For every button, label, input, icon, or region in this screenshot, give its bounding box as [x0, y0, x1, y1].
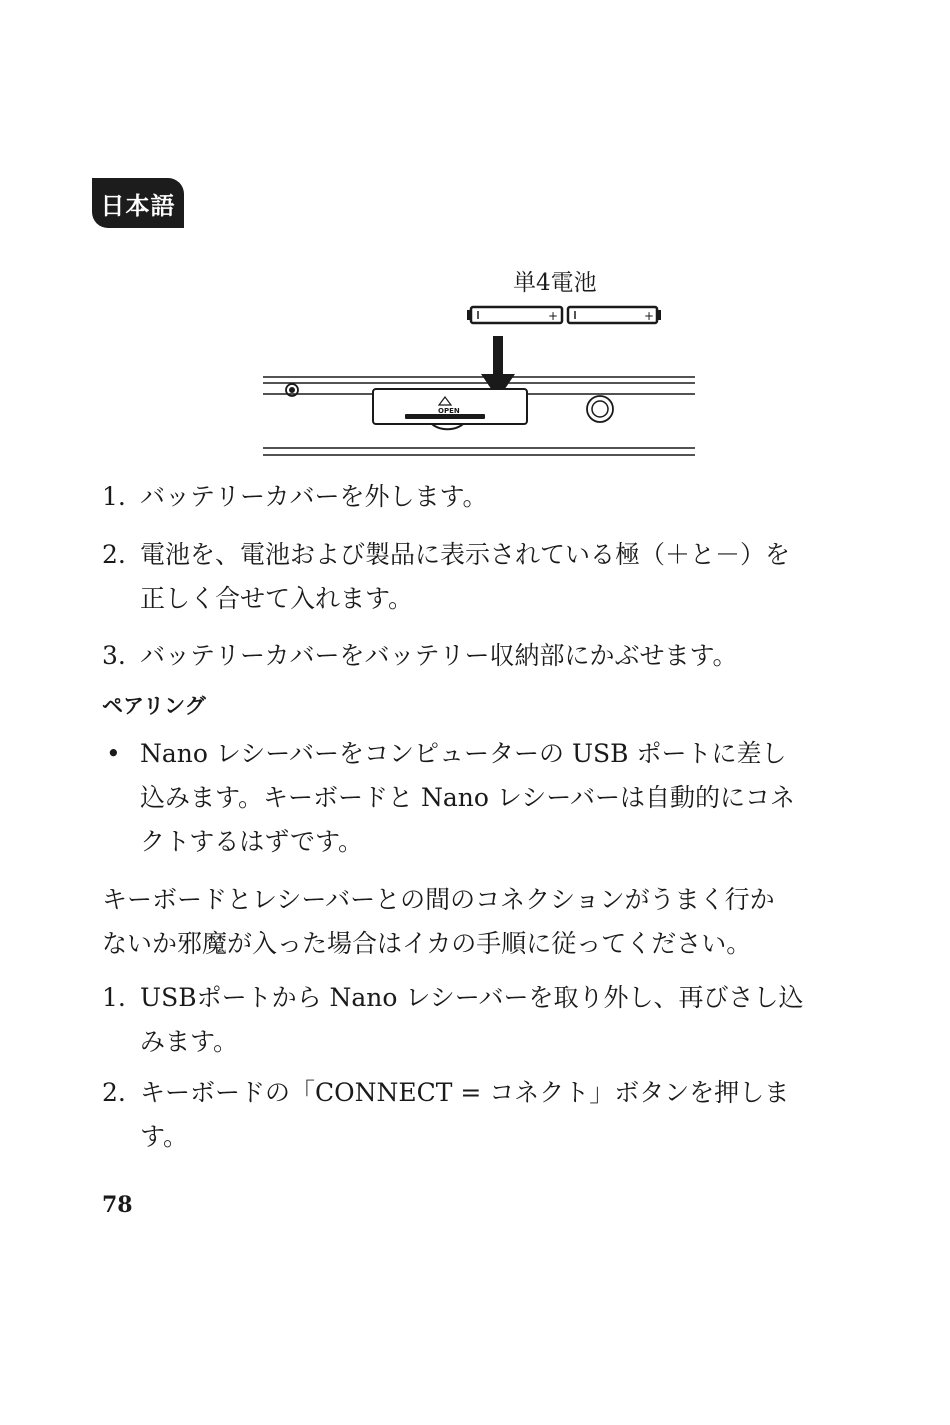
svg-text:+: + — [548, 309, 559, 323]
battery-icon — [467, 307, 562, 323]
svg-text:OPEN: OPEN — [438, 407, 460, 415]
step-text: バッテリーカバーを外します。 — [140, 482, 488, 511]
step-number: 2. — [102, 1078, 126, 1107]
bullet-text: クトするはずです。 — [140, 827, 364, 856]
step-number: 3. — [102, 641, 126, 670]
battery-caption: 単4電池 — [513, 270, 597, 296]
svg-text:+: + — [644, 309, 655, 323]
connect-button-icon — [587, 396, 613, 422]
step-text: す。 — [140, 1122, 189, 1151]
bullet-text: 込みます。キーボードと Nano レシーバーは自動的にコネ — [140, 783, 795, 812]
language-tab: 日本語 — [92, 178, 184, 228]
keyboard-battery-illustration — [255, 262, 700, 467]
battery-diagram — [255, 262, 700, 467]
step-text: USBポートから Nano レシーバーを取り外し、再びさし込 — [140, 983, 804, 1012]
step-number: 1. — [102, 983, 126, 1012]
paragraph: キーボードとレシーバーとの間のコネクションがうまく行か — [102, 885, 775, 914]
step-text: バッテリーカバーをバッテリー収納部にかぶせます。 — [140, 641, 738, 670]
battery-cover — [373, 389, 527, 429]
step-text: みます。 — [140, 1027, 239, 1056]
step-text: 正しく合せて入れます。 — [140, 584, 414, 613]
page-number: 78 — [102, 1192, 133, 1218]
paragraph: ないか邪魔が入った場合はイカの手順に従ってください。 — [102, 929, 752, 958]
step-text: キーボードの「CONNECT = コネクト」ボタンを押しま — [140, 1078, 790, 1107]
step-number: 1. — [102, 482, 126, 511]
step-text: 電池を、電池および製品に表示されている極（＋と－）を — [140, 540, 791, 569]
bullet: • — [106, 739, 121, 768]
step-number: 2. — [102, 540, 126, 569]
section-heading: ペアリング — [102, 694, 206, 718]
battery-icon — [568, 307, 661, 323]
bullet-text: Nano レシーバーをコンピューターの USB ポートに差し — [140, 739, 787, 768]
